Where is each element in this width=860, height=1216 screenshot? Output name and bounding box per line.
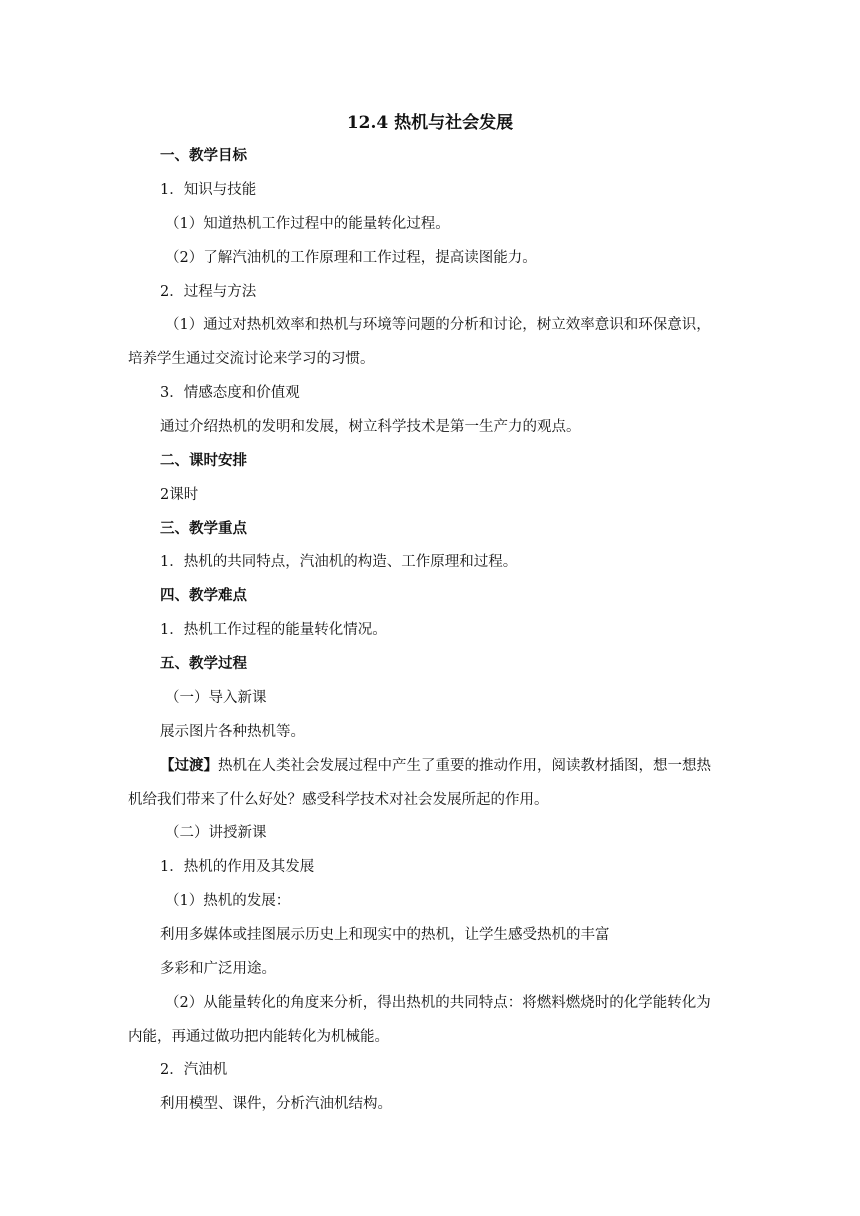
goal-process-item-1-line-1: （1）通过对热机效率和热机与环境等问题的分析和讨论，树立效率意识和环保意识，: [165, 317, 711, 333]
goal-emotion-label: 3．情感态度和价值观: [160, 385, 300, 401]
procedure-lecture-label: （二）讲授新课: [165, 825, 267, 841]
schedule-text: 2课时: [160, 487, 199, 503]
lecture-topic-2-text: 利用模型、课件，分析汽油机结构。: [160, 1096, 392, 1112]
lecture-topic-1-sub-2-line-1: （2）从能量转化的角度来分析，得出热机的共同特点：将燃料燃烧时的化学能转化为: [165, 995, 711, 1011]
lecture-topic-1-sub-1: （1）热机的发展：: [165, 893, 291, 909]
procedure-transition-line-1: [160, 756, 711, 776]
procedure-transition-line-2: 机给我们带来了什么好处？感受科学技术对社会发展所起的作用。: [128, 792, 549, 808]
goal-process-label: 2．过程与方法: [160, 284, 257, 300]
section-heading-difficulties: 四、教学难点: [160, 587, 247, 604]
section-heading-key-points: 三、教学重点: [160, 520, 247, 537]
section-heading-schedule: 二、课时安排: [160, 452, 247, 469]
lecture-topic-1-sub-1-line-1: 利用多媒体或挂图展示历史上和现实中的热机，让学生感受热机的丰富: [160, 927, 610, 943]
difficulty-item-1: 1．热机工作过程的能量转化情况。: [160, 622, 387, 638]
lecture-topic-1-sub-2-line-2: 内能，再通过做功把内能转化为机械能。: [128, 1029, 389, 1045]
goal-emotion-text: 通过介绍热机的发明和发展，树立科学技术是第一生产力的观点。: [160, 419, 581, 435]
goal-knowledge-item-2: （2）了解汽油机的工作原理和工作过程，提高读图能力。: [165, 250, 537, 266]
lecture-topic-2: 2．汽油机: [160, 1062, 228, 1078]
page-title: 12.4 热机与社会发展: [346, 113, 514, 133]
goal-knowledge-label: 1．知识与技能: [160, 182, 257, 198]
transition-text: 热机在人类社会发展过程中产生了重要的推动作用，阅读教材插图，想一想热: [218, 758, 711, 774]
lecture-topic-1-sub-1-line-2: 多彩和广泛用途。: [160, 961, 276, 977]
procedure-intro-label: （一）导入新课: [165, 690, 267, 706]
section-heading-procedure: 五、教学过程: [160, 655, 247, 672]
goal-knowledge-item-1: （1）知道热机工作过程中的能量转化过程。: [165, 216, 450, 232]
key-point-item-1: 1．热机的共同特点，汽油机的构造、工作原理和过程。: [160, 554, 518, 570]
transition-tag: 【过渡】: [160, 757, 218, 774]
lecture-topic-1: 1．热机的作用及其发展: [160, 859, 315, 875]
section-heading-goals: 一、教学目标: [160, 147, 247, 164]
goal-process-item-1-line-2: 培养学生通过交流讨论来学习的习惯。: [128, 351, 375, 367]
procedure-intro-text: 展示图片各种热机等。: [160, 724, 305, 740]
